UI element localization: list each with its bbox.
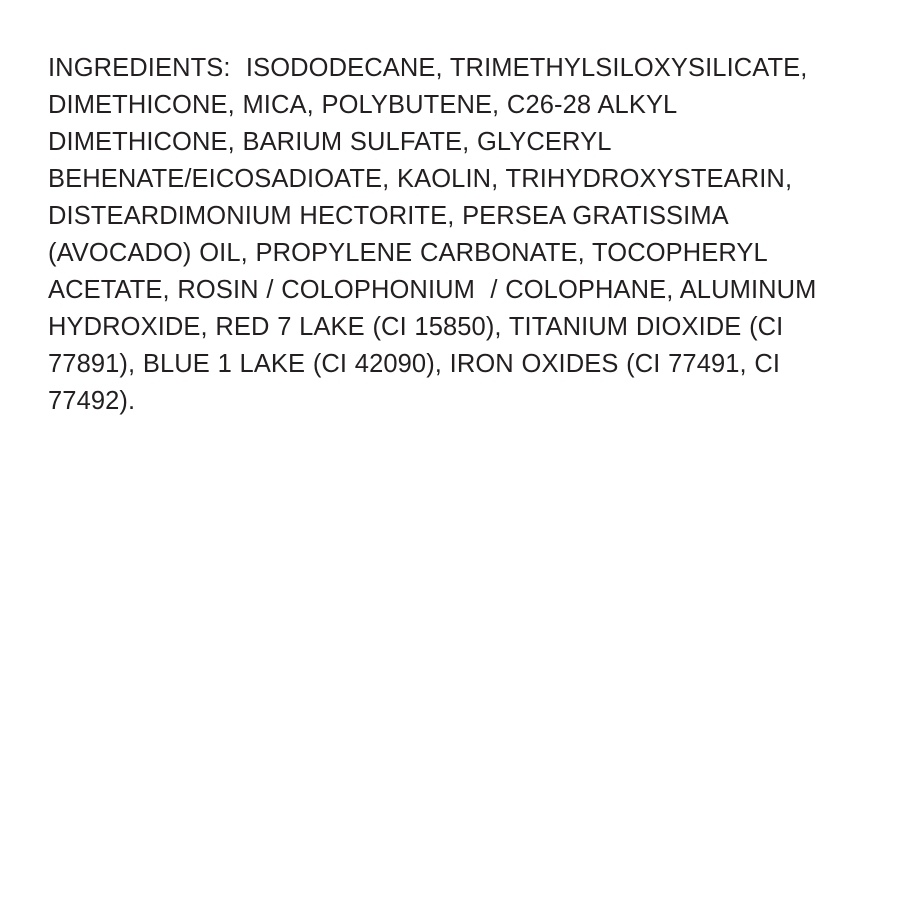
ingredients-paragraph: INGREDIENTS: ISODODECANE, TRIMETHYLSILOXYSILICATE, DIMETHICONE, MICA, POLYBUTENE, C26-28 ALKYL DIMETHICONE, BARIUM SULFATE, GLYCERYL BEHENATE/EICOSADIOATE, KAOLIN, TRIHYDROXYSTEARIN, DISTEARDIMONIUM HECTORITE, PERSEA GRATISSIMA (AVOCADO) OIL, PROPYLENE CARBONATE, TOCOPHERYL ACETATE, ROSIN / COLOPHONIUM / COLOPHANE, ALUMINUM HYDROXIDE, RED 7 LAKE (CI 15850), TITANIUM DIOXIDE (CI 77891), BLUE 1 LAKE (CI 42090), IRON OXIDES (CI 77491, CI 77492).	[48, 54, 825, 415]
ingredients-block	[48, 50, 858, 420]
